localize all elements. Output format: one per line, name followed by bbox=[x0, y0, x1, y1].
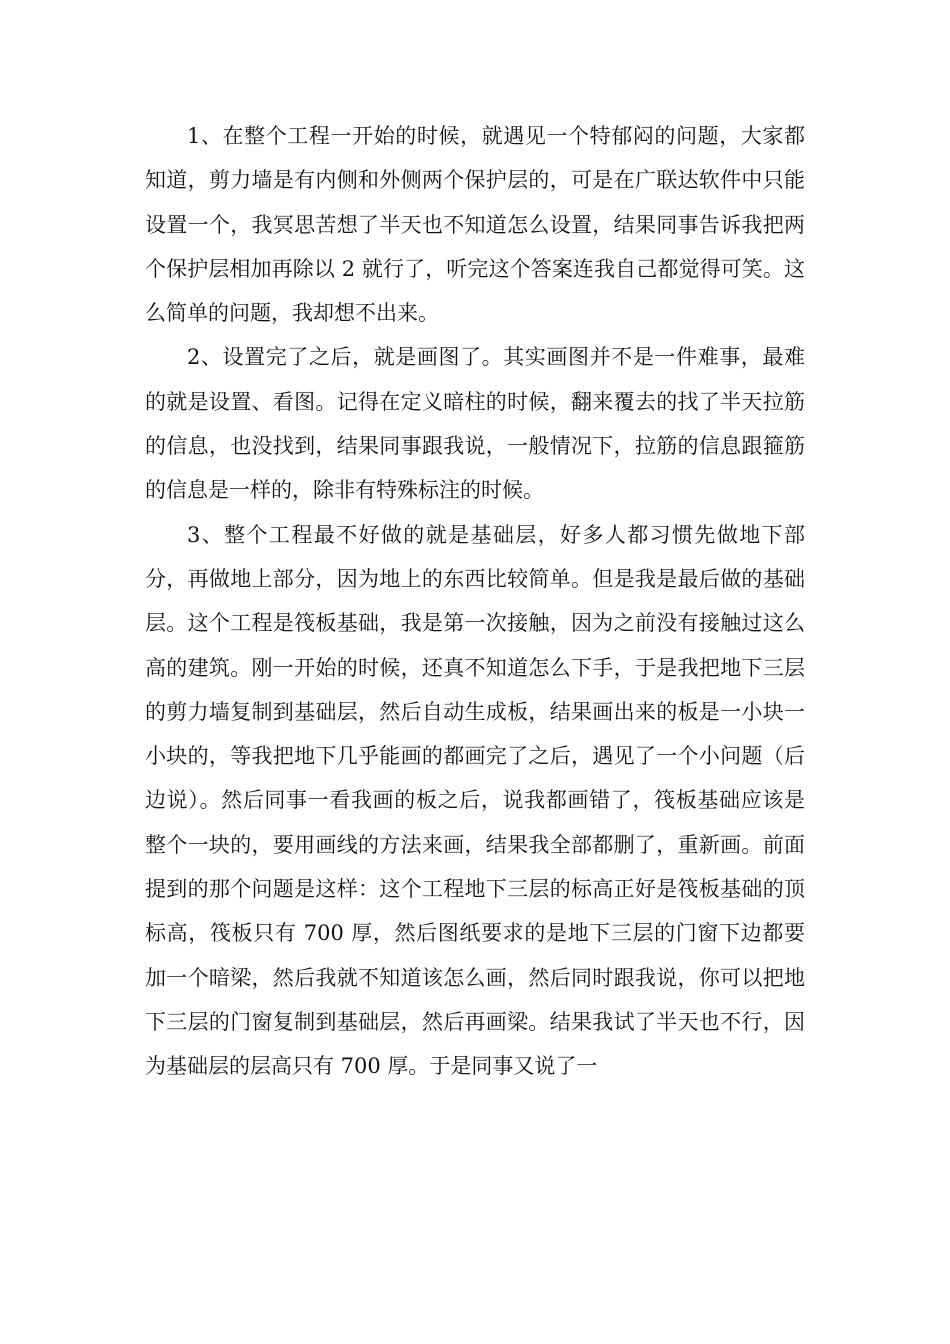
paragraph-2: 2、设置完了之后，就是画图了。其实画图并不是一件难事，最难的就是设置、看图。记得在定义暗柱的时候，翻来覆去的找了半天拉筋的信息，也没找到，结果同事跟我说，一般情况下，拉筋的信息跟箍筋的信息是一样的，除非有特殊标注的时候。 bbox=[145, 345, 805, 503]
document-body bbox=[145, 114, 805, 1089]
paragraph-1: 1、在整个工程一开始的时候，就遇见一个特郁闷的问题，大家都知道，剪力墙是有内侧和外侧两个保护层的，可是在广联达软件中只能设置一个，我冥思苦想了半天也不知道怎么设置，结果同事告诉我把两个保护层相加再除以 2 就行了，听完这个答案连我自己都觉得可笑。这么简单的问题，我却想不出来。 bbox=[145, 124, 805, 326]
paragraph-3: 3、整个工程最不好做的就是基础层，好多人都习惯先做地下部分，再做地上部分，因为地上的东西比较简单。但是我是最后做的基础层。这个工程是筏板基础，我是第一次接触，因为之前没有接触过这么高的建筑。刚一开始的时候，还真不知道怎么下手，于是我把地下三层的剪力墙复制到基础层，然后自动生成板，结果画出来的板是一小块一小块的，等我把地下几乎能画的都画完了之后，遇见了一个小问题（后边说）。然后同事一看我画的板之后，说我都画错了，筏板基础应该是整个一块的，要用画线的方法来画，结果我全部都删了，重新画。前面提到的那个问题是这样：这个工程地下三层的标高正好是筏板基础的顶标高，筏板只有 700 厚，然后图纸要求的是地下三层的门窗下边都要加一个暗梁，然后我就不知道该怎么画，然后同时跟我说，你可以把地下三层的门窗复制到基础层，然后再画梁。结果我试了半天也不行，因为基础层的层高只有 700 厚。于是同事又说了一 bbox=[145, 522, 805, 1079]
